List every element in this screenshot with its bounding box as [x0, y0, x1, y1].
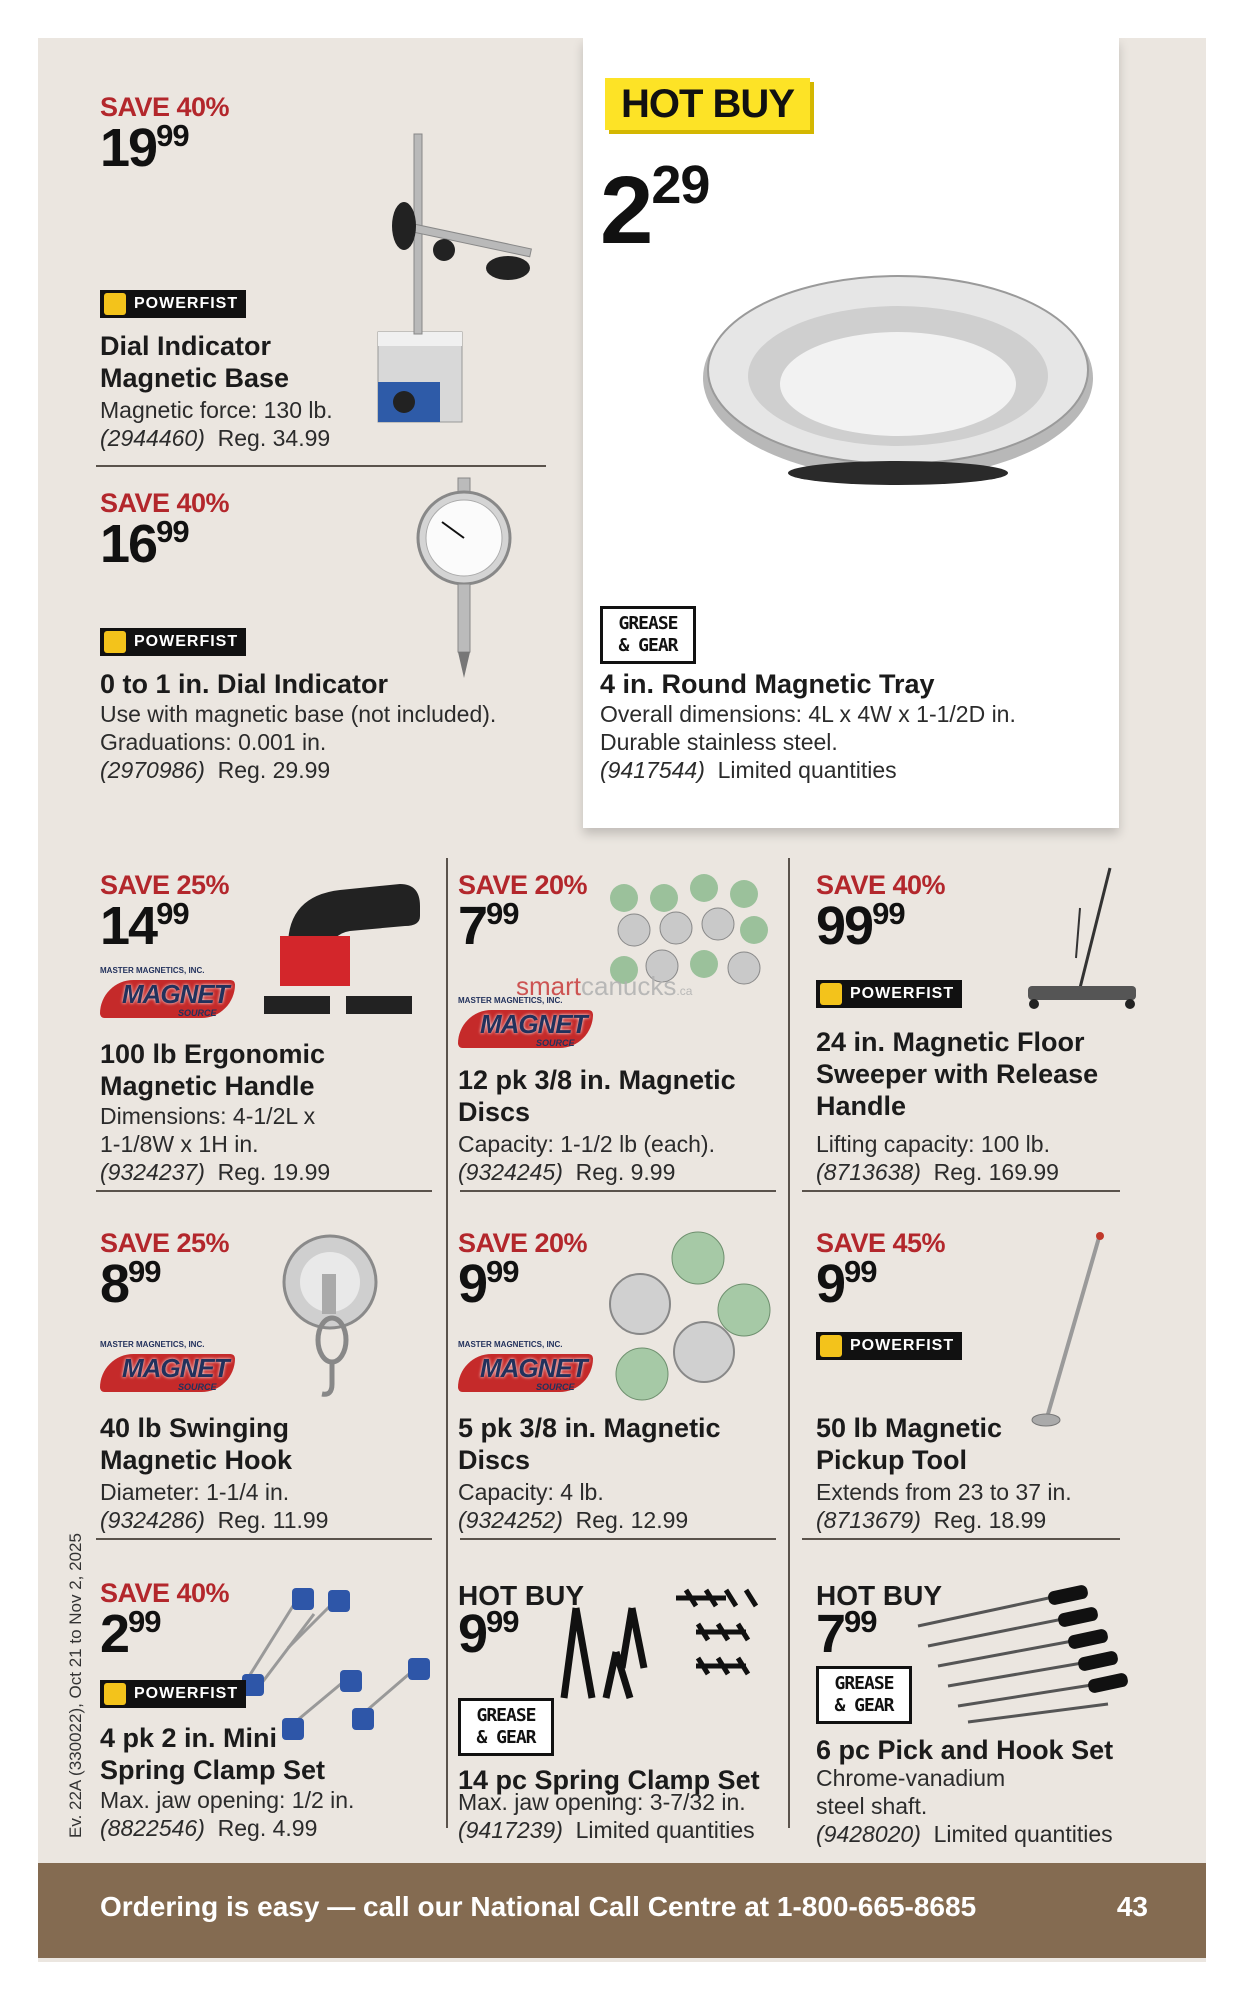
- product-desc: Dimensions: 4-1/2L x 1-1/8W x 1H in. (9324237) Reg. 19.99: [100, 1103, 331, 1185]
- price: 999: [458, 1604, 519, 1664]
- column-divider: [788, 858, 790, 1828]
- product-title: Dial Indicator Magnetic Base: [100, 331, 290, 393]
- flyer-page: [38, 38, 1206, 1962]
- fist-icon: [820, 983, 842, 1005]
- save-badge: SAVE 40%: [100, 1578, 230, 1608]
- price: 799: [816, 1604, 877, 1664]
- magnet-source-logo: MASTER MAGNETICS, INC. MAGNET SOURCE: [100, 1340, 240, 1400]
- product-title: 24 in. Magnetic Floor Sweeper with Release Handle: [816, 1027, 1099, 1121]
- fist-icon: [104, 293, 126, 315]
- hot-buy-label: HOT BUY: [816, 1580, 942, 1611]
- page-number: 43: [1116, 1891, 1148, 1922]
- event-date-note: Ev. 22A (330022), Oct 21 to Nov 2, 2025: [66, 1533, 85, 1838]
- grease-gear-logo: GREASE & GEAR: [600, 606, 696, 664]
- product-title: 4 pk 2 in. Mini Spring Clamp Set: [100, 1723, 326, 1785]
- grease-gear-logo: GREASE & GEAR: [458, 1698, 554, 1756]
- product-desc: Capacity: 4 lb. (9324252) Reg. 12.99: [458, 1479, 689, 1533]
- tray-image: [698, 258, 1098, 498]
- powerfist-logo: POWERFIST: [816, 980, 962, 1008]
- product-title: 5 pk 3/8 in. Magnetic Discs: [458, 1413, 721, 1475]
- divider: [96, 465, 546, 467]
- save-badge: SAVE 40%: [816, 870, 946, 900]
- magnet-source-logo: MASTER MAGNETICS, INC. MAGNET SOURCE: [458, 1340, 598, 1400]
- divider: [96, 1190, 432, 1192]
- powerfist-logo: POWERFIST: [816, 1332, 962, 1360]
- product-title: 50 lb Magnetic Pickup Tool: [816, 1413, 1003, 1475]
- powerfist-logo: POWERFIST: [100, 1680, 246, 1708]
- sweeper-image: [1024, 868, 1144, 1018]
- save-badge: SAVE 25%: [100, 1228, 230, 1258]
- product-desc: Chrome-vanadium steel shaft. (9428020) Limited quantities: [816, 1765, 1113, 1847]
- price: 1999: [100, 118, 189, 178]
- price: 229: [600, 155, 710, 264]
- pickup-tool-image: [1028, 1234, 1118, 1434]
- price: 299: [100, 1604, 161, 1664]
- product-desc: Overall dimensions: 4L x 4W x 1-1/2D in. Durable stainless steel. (9417544) Limited quantities: [600, 701, 1016, 783]
- clamp-14-image: [546, 1588, 786, 1718]
- price: 799: [458, 896, 519, 956]
- mini-clamp-image: [228, 1578, 428, 1738]
- handle-image: [270, 876, 430, 1016]
- hot-buy-label: HOT BUY: [458, 1580, 584, 1611]
- divider: [460, 1190, 776, 1192]
- fist-icon: [104, 1683, 126, 1705]
- divider: [96, 1538, 432, 1540]
- product-title: 4 in. Round Magnetic Tray: [600, 669, 935, 699]
- save-badge: SAVE 25%: [100, 870, 230, 900]
- product-title: 40 lb Swinging Magnetic Hook: [100, 1413, 293, 1475]
- product-title: 0 to 1 in. Dial Indicator: [100, 669, 389, 699]
- product-title: 12 pk 3/8 in. Magnetic Discs: [458, 1065, 736, 1127]
- save-badge: SAVE 40%: [100, 488, 230, 518]
- divider: [802, 1538, 1120, 1540]
- product-title: 14 pc Spring Clamp Set: [458, 1765, 760, 1795]
- powerfist-logo: POWERFIST: [100, 628, 246, 656]
- dial-base-image: [358, 122, 558, 422]
- product-title: 100 lb Ergonomic Magnetic Handle: [100, 1039, 326, 1101]
- watermark: smartcanucks.ca: [516, 971, 693, 1001]
- call-centre-link[interactable]: Ordering is easy — call our National Call Centre at 1-800-665-8685: [100, 1891, 977, 1922]
- price: 999: [816, 1254, 877, 1314]
- fist-icon: [820, 1335, 842, 1357]
- picks-image: [918, 1586, 1128, 1726]
- magnet-source-logo: MASTER MAGNETICS, INC. MAGNET SOURCE: [458, 996, 598, 1056]
- save-badge: SAVE 20%: [458, 1228, 588, 1258]
- discs-5-image: [604, 1234, 784, 1394]
- hot-buy-badge: HOT BUY: [605, 78, 810, 130]
- product-desc: Magnetic force: 130 lb. (2944460) Reg. 34.99: [100, 397, 333, 451]
- price: 899: [100, 1254, 161, 1314]
- product-desc: Capacity: 1-1/2 lb (each). (9324245) Reg. 9.99: [458, 1131, 715, 1185]
- product-title: 6 pc Pick and Hook Set: [816, 1735, 1114, 1765]
- product-desc: Lifting capacity: 100 lb. (8713638) Reg. 169.99: [816, 1131, 1059, 1185]
- save-badge: SAVE 40%: [100, 92, 230, 122]
- price: 1499: [100, 896, 189, 956]
- product-desc: Diameter: 1-1/4 in. (9324286) Reg. 11.99: [100, 1479, 329, 1533]
- product-desc: Use with magnetic base (not included). Graduations: 0.001 in. (2970986) Reg. 29.99: [100, 701, 497, 783]
- price: 999: [458, 1254, 519, 1314]
- hook-image: [274, 1234, 394, 1404]
- magnet-source-logo: MASTER MAGNETICS, INC. MAGNET SOURCE: [100, 966, 240, 1026]
- column-divider: [446, 858, 448, 1828]
- product-desc: Extends from 23 to 37 in. (8713679) Reg. 18.99: [816, 1479, 1072, 1533]
- fist-icon: [104, 631, 126, 653]
- footer-bar: [38, 1863, 1206, 1958]
- grease-gear-logo: GREASE & GEAR: [816, 1666, 912, 1724]
- divider: [460, 1538, 776, 1540]
- divider: [802, 1190, 1120, 1192]
- product-desc: Max. jaw opening: 3-7/32 in. (9417239) Limited quantities: [458, 1789, 755, 1843]
- save-badge: SAVE 45%: [816, 1228, 946, 1258]
- save-badge: SAVE 20%: [458, 870, 588, 900]
- product-desc: Max. jaw opening: 1/2 in. (8822546) Reg. 4.99: [100, 1787, 355, 1841]
- price: 9999: [816, 896, 905, 956]
- dial-indicator-image: [418, 478, 518, 688]
- powerfist-logo: POWERFIST: [100, 290, 246, 318]
- price: 1699: [100, 514, 189, 574]
